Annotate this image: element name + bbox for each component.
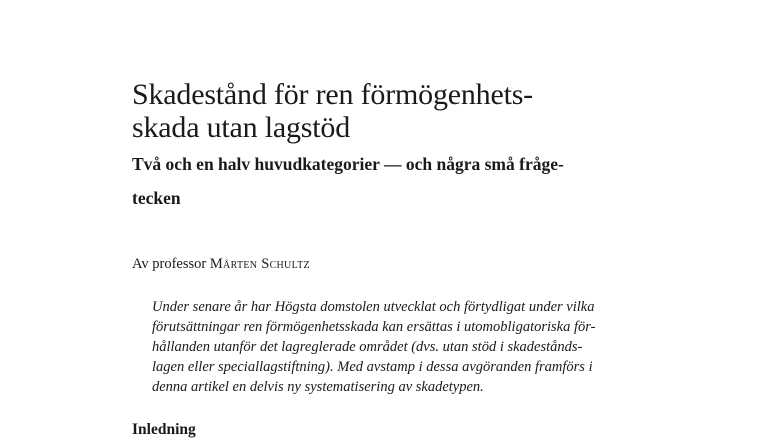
author-name: Mårten Schultz bbox=[209, 256, 310, 272]
article-title bbox=[132, 78, 652, 144]
subtitle-line-2: tecken bbox=[132, 188, 181, 208]
byline bbox=[132, 255, 310, 273]
abstract-line-4: lagen eller speciallagstiftning). Med avstamp i dessa avgöranden framförs i bbox=[152, 359, 593, 375]
byline-prefix: Av professor bbox=[132, 256, 207, 272]
article-subtitle bbox=[132, 147, 672, 215]
abstract bbox=[152, 297, 672, 397]
abstract-line-3: hållanden utanför det lagreglerade området (dvs. utan stöd i skadestånds- bbox=[152, 339, 583, 355]
title-line-1: Skadestånd för ren förmögenhets- bbox=[132, 78, 533, 111]
section-heading: Inledning bbox=[132, 421, 196, 438]
abstract-line-1: Under senare år har Högsta domstolen utvecklat och förtydligat under vilka bbox=[152, 299, 595, 315]
subtitle-line-1: Två och en halv huvudkategorier — och några små fråge- bbox=[132, 154, 564, 174]
abstract-line-5: denna artikel en delvis ny systematisering av skadetypen. bbox=[152, 379, 484, 395]
title-line-2: skada utan lagstöd bbox=[132, 111, 351, 144]
abstract-line-2: förutsättningar ren förmögenhetsskada kan ersättas i utomobligatoriska för- bbox=[152, 319, 596, 335]
